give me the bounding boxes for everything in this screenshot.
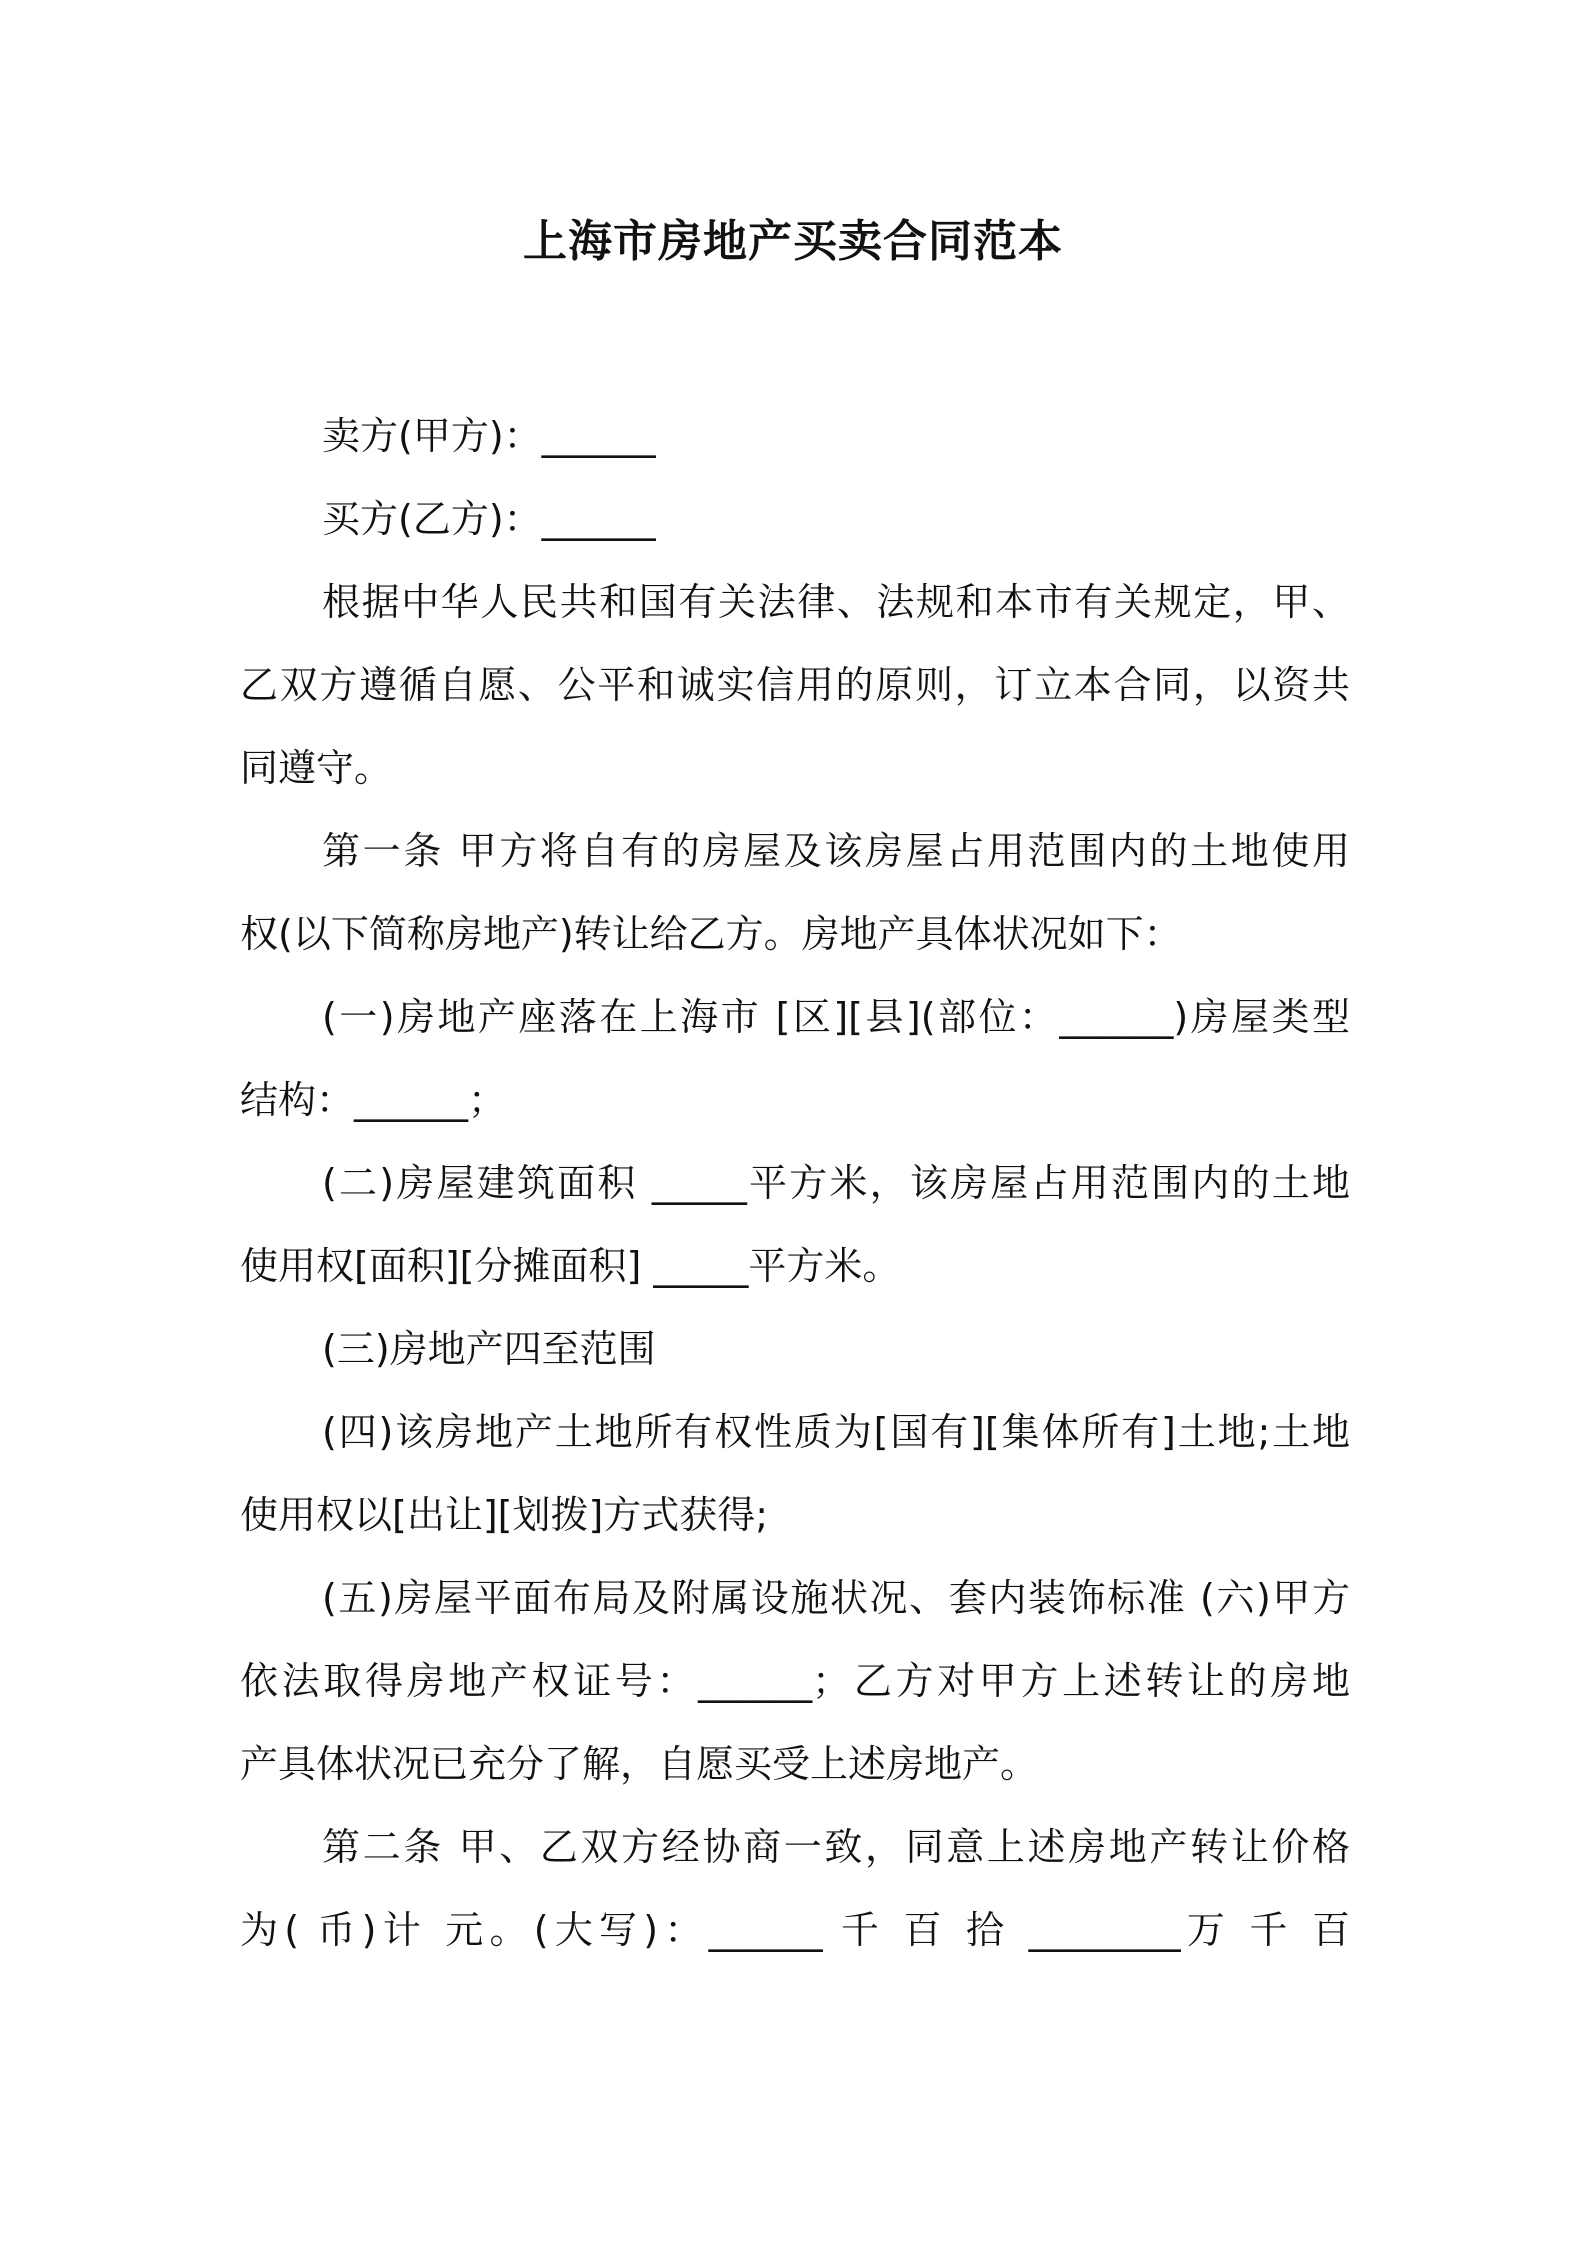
item-4-line-2: 使用权以[出让][划拨]方式获得; (240, 1493, 769, 1537)
item-3-line: (三)房地产四至范围 (322, 1327, 656, 1371)
article-1-line-2: 权(以下简称房地产)转让给乙方。房地产具体状况如下： (240, 912, 1182, 956)
item-5-line-2: 依法取得房地产权证号：______；乙方对甲方上述转让的房地 (240, 1659, 1350, 1703)
article-2-line-1: 第二条 甲、乙双方经协商一致，同意上述房地产转让价格 (322, 1825, 1350, 1869)
article-1-line-1: 第一条 甲方将自有的房屋及该房屋占用范围内的土地使用 (322, 829, 1350, 873)
item-5-line-1: (五)房屋平面布局及附属设施状况、套内装饰标准 (六)甲方 (322, 1576, 1350, 1620)
document-title: 上海市房地产买卖合同范本 (523, 216, 1063, 267)
item-5-line-3: 产具体状况已充分了解，自愿买受上述房地产。 (240, 1742, 1039, 1786)
item-2-line-1: (二)房屋建筑面积 _____平方米，该房屋占用范围内的土地 (322, 1161, 1350, 1205)
preamble-line-2: 乙双方遵循自愿、公平和诚实信用的原则，订立本合同，以资共 (240, 663, 1350, 707)
item-1-line-1: (一)房地产座落在上海市 [区][县](部位：______)房屋类型 (322, 995, 1350, 1039)
seller-line: 卖方(甲方)：______ (322, 414, 656, 458)
preamble-line-1: 根据中华人民共和国有关法律、法规和本市有关规定，甲、 (322, 580, 1350, 624)
article-2-line-2: 为( 币)计 元。(大写)：______ 千 百 拾 ________万 千 百 (240, 1908, 1350, 1952)
preamble-line-3: 同遵守。 (240, 746, 393, 790)
item-1-line-2: 结构：______； (240, 1078, 507, 1122)
buyer-line: 买方(乙方)：______ (322, 497, 656, 541)
item-4-line-1: (四)该房地产土地所有权性质为[国有][集体所有]土地;土地 (322, 1410, 1350, 1454)
item-2-line-2: 使用权[面积][分摊面积] _____平方米。 (240, 1244, 901, 1288)
